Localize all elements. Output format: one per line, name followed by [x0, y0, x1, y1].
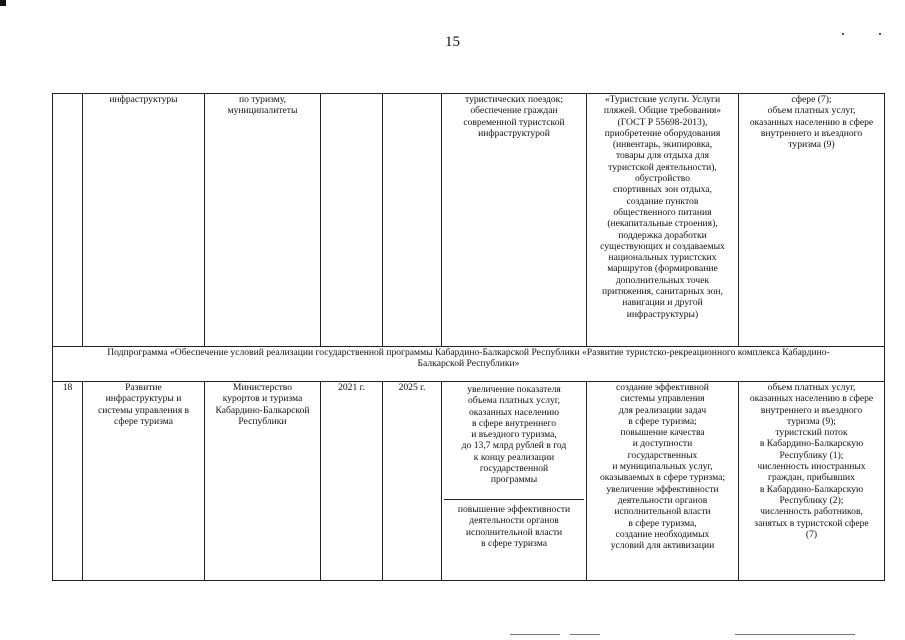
expected-result-2: повышение эффективности деятельности органов исполнительной власти в сфере туризма — [457, 504, 571, 549]
scan-speck — [842, 33, 844, 35]
cell-expected-result: туристических поездок; обеспечение граждан современной туристской инфраструктурой — [442, 94, 587, 347]
expected-result-1: увеличение показателя объема платных услуг, оказанных населению в сфере внутреннего и въездного туризма, до 13,7 млрд рублей в год к концу реализации государственной программы — [444, 382, 584, 500]
cell-executor: по туризму, муниципалитеты — [205, 94, 321, 347]
table-row-subprogram — [53, 347, 885, 382]
cell-expected-results — [442, 382, 587, 581]
cell-indicators: сфере (7); объем платных услуг, оказанных населению в сфере внутреннего и въездного туризма (9) — [739, 94, 885, 347]
cell-number: 18 — [53, 382, 83, 581]
cell-start-year — [321, 94, 383, 347]
scan-footer-line — [510, 634, 560, 635]
page-number: 15 — [445, 34, 460, 50]
cell-activity-name: Развитие инфраструктуры и системы управления в сфере туризма — [83, 382, 205, 581]
cell-number — [53, 94, 83, 347]
scan-speck — [879, 33, 881, 35]
cell-activity-name: инфраструктуры — [83, 94, 205, 347]
table-row-continued — [53, 94, 885, 347]
cell-executor: Министерство курортов и туризма Кабардино-Балкарской Республики — [205, 382, 321, 581]
scan-footer-line — [570, 634, 600, 635]
subprogram-title: Подпрограмма «Обеспечение условий реализации государственной программы Кабардино-Балкарской Республики «Развитие туристско-рекреационного комплекса Кабардино- Балкарской Республики» — [53, 347, 885, 382]
cell-start-year: 2021 г. — [321, 382, 383, 581]
cell-end-year — [383, 94, 442, 347]
table-row-18 — [53, 382, 885, 581]
scan-footer-line — [735, 634, 855, 635]
cell-end-year: 2025 г. — [383, 382, 442, 581]
program-activities-table — [52, 93, 885, 581]
scan-corner-mark — [0, 0, 6, 6]
cell-activity-content: «Туристские услуги. Услуги пляжей. Общие требования» (ГОСТ Р 55698-2013), приобретение оборудования (инвентарь, экипировка, товары для отдыха для туристской деятельности), обустройство спортивных зон отдыха, создание пунктов общественного питания (некапитальные строения), поддержка доработки существующих и создаваемых национальных туристских маршрутов (формирование дополнительных точек притяжения, санитарных зон, навигации и другой инфраструктуры) — [587, 94, 739, 347]
cell-indicators: объем платных услуг, оказанных населению в сфере внутреннего и въездного туризма (9); туристский поток в Кабардино-Балкарскую Республику (1); численность иностранных граждан, прибывших в Кабардино-Балкарскую Республику (2); численность работников, занятых в туристской сфере (7) — [739, 382, 885, 581]
cell-activity-content: создание эффективной системы управления для реализации задач в сфере туризма; повышение качества и доступности государственных и муниципальных услуг, оказываемых в сфере туризма; увеличение эффективности деятельности органов исполнительной власти в сфере туризма, создание необходимых условий для активизации — [587, 382, 739, 581]
